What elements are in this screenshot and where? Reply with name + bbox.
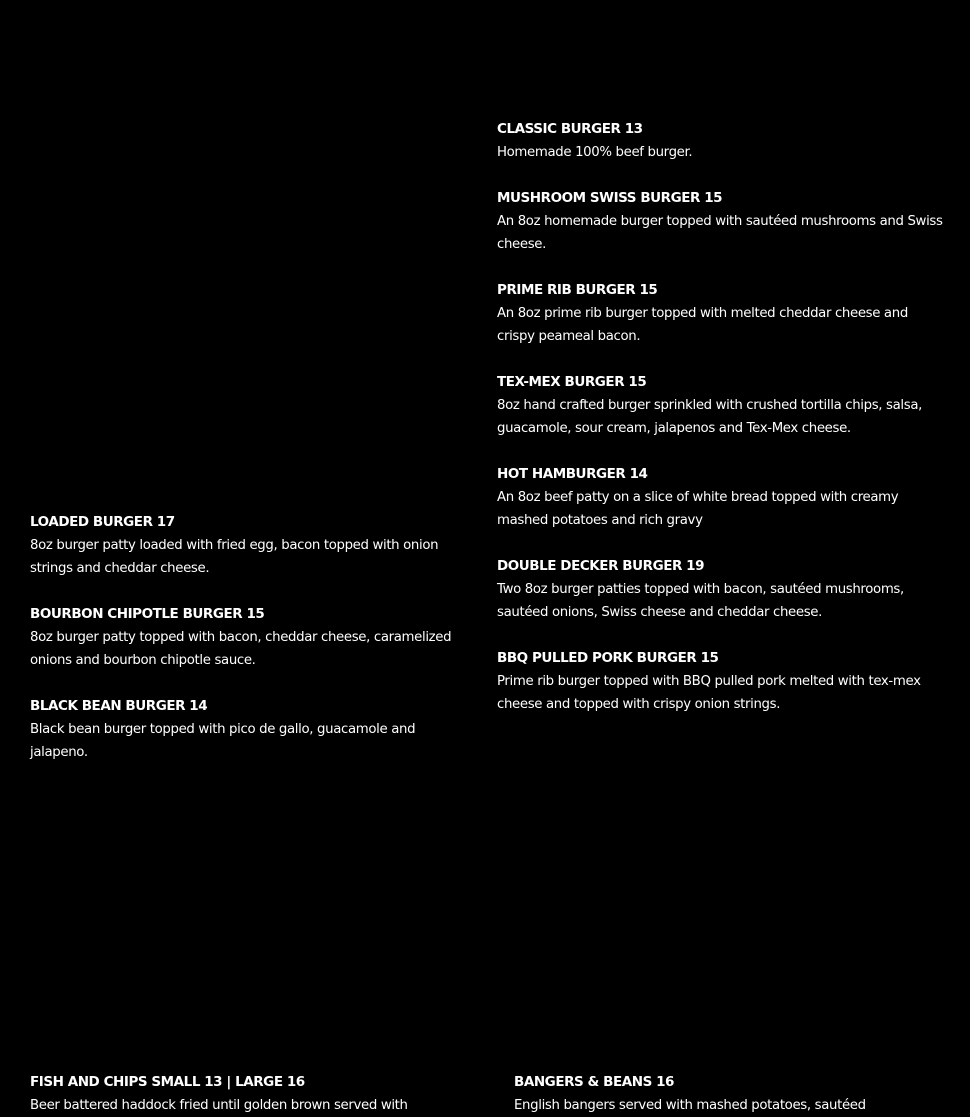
menu-item-title: BOURBON CHIPOTLE BURGER 15 bbox=[30, 606, 265, 622]
menu-item-title: MUSHROOM SWISS BURGER 15 bbox=[497, 190, 723, 206]
menu-item-title: DOUBLE DECKER BURGER 19 bbox=[497, 558, 705, 574]
menu-item-mushroom-swiss-burger bbox=[497, 187, 947, 256]
menu-item-hot-hamburger bbox=[497, 463, 947, 532]
menu-item-description: 8oz burger patty topped with bacon, cheddar cheese, caramelized onions and bourbon chipotle sauce. bbox=[30, 630, 452, 668]
burger-menu-right-column bbox=[497, 118, 947, 739]
menu-item-double-decker-burger bbox=[497, 555, 947, 624]
menu-item-description: Two 8oz burger patties topped with bacon, sautéed mushrooms, sautéed onions, Swiss cheese and cheddar cheese. bbox=[497, 582, 904, 620]
menu-item-description: Beer battered haddock fried until golden brown served with bbox=[30, 1098, 408, 1113]
menu-item-loaded-burger bbox=[30, 511, 470, 580]
menu-item-title: BLACK BEAN BURGER 14 bbox=[30, 698, 208, 714]
menu-item-prime-rib-burger bbox=[497, 279, 947, 348]
menu-item-description: An 8oz homemade burger topped with sautéed mushrooms and Swiss cheese. bbox=[497, 214, 943, 252]
burger-menu-left-column bbox=[30, 511, 470, 787]
menu-item-description: 8oz hand crafted burger sprinkled with crushed tortilla chips, salsa, guacamole, sour cream, jalapenos and Tex-Mex cheese. bbox=[497, 398, 923, 436]
menu-item-title: LOADED BURGER 17 bbox=[30, 514, 175, 530]
menu-item-title: PRIME RIB BURGER 15 bbox=[497, 282, 658, 298]
menu-item-description: An 8oz prime rib burger topped with melted cheddar cheese and crispy peameal bacon. bbox=[497, 306, 908, 344]
menu-item-title: TEX-MEX BURGER 15 bbox=[497, 374, 647, 390]
menu-item-title: HOT HAMBURGER 14 bbox=[497, 466, 648, 482]
menu-item-bangers-and-beans bbox=[514, 1071, 934, 1117]
menu-item-description: Black bean burger topped with pico de gallo, guacamole and jalapeno. bbox=[30, 722, 416, 760]
menu-item-title: BBQ PULLED PORK BURGER 15 bbox=[497, 650, 719, 666]
menu-item-description: English bangers served with mashed potatoes, sautéed bbox=[514, 1098, 866, 1113]
menu-item-description: 8oz burger patty loaded with fried egg, bacon topped with onion strings and cheddar cheese. bbox=[30, 538, 439, 576]
menu-item-title: FISH AND CHIPS SMALL 13 | LARGE 16 bbox=[30, 1074, 305, 1090]
menu-item-bourbon-chipotle-burger bbox=[30, 603, 470, 672]
menu-item-fish-and-chips bbox=[30, 1071, 480, 1117]
menu-item-description: Prime rib burger topped with BBQ pulled pork melted with tex-mex cheese and topped with crispy onion strings. bbox=[497, 674, 921, 712]
menu-item-description: Homemade 100% beef burger. bbox=[497, 145, 693, 160]
menu-item-bbq-pulled-pork-burger bbox=[497, 647, 947, 716]
menu-item-classic-burger bbox=[497, 118, 947, 164]
menu-item-description: An 8oz beef patty on a slice of white bread topped with creamy mashed potatoes and rich gravy bbox=[497, 490, 899, 528]
menu-item-title: CLASSIC BURGER 13 bbox=[497, 121, 643, 137]
menu-item-tex-mex-burger bbox=[497, 371, 947, 440]
menu-item-title: BANGERS & BEANS 16 bbox=[514, 1074, 674, 1090]
menu-item-black-bean-burger bbox=[30, 695, 470, 764]
